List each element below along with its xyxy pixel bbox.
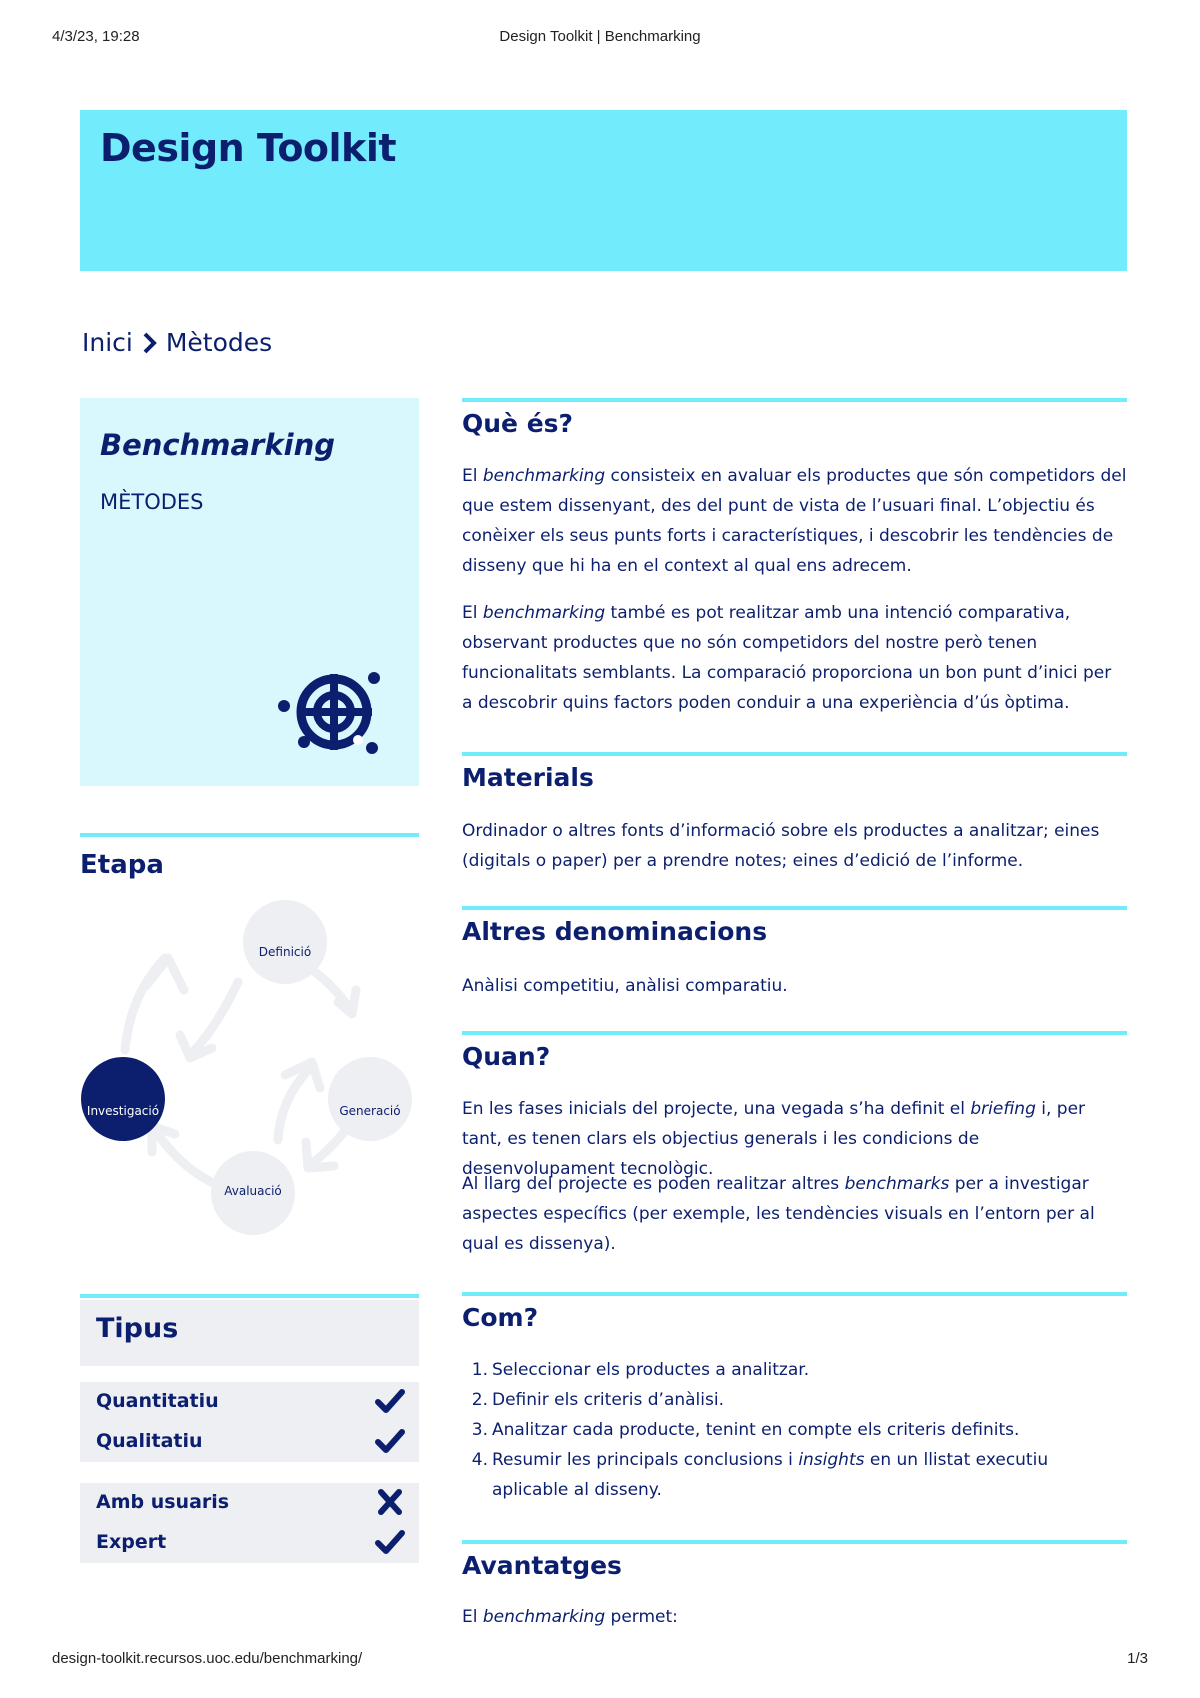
- list-item: 2. Definir els criteris d’anàlisi.: [471, 1390, 724, 1410]
- tipus-label: Qualitatiu: [96, 1430, 203, 1452]
- stage-label-definicio: Definició: [258, 945, 312, 959]
- com-title: Com?: [462, 1303, 539, 1332]
- tipus-rule: [80, 1294, 419, 1298]
- stage-cycle-diagram: [80, 890, 419, 1254]
- avantatges-title: Avantatges: [462, 1551, 622, 1580]
- print-page-number: 1/3: [1127, 1650, 1148, 1667]
- check-icon: [375, 1388, 405, 1418]
- method-card: [80, 398, 419, 786]
- check-icon: [375, 1428, 405, 1458]
- materials-paragraph: Ordinador o altres fonts d’informació sobre els productes a analitzar; eines (digitals o paper) per a prendre notes; eines d’edició de l’informe.: [462, 821, 1100, 871]
- tipus-header: [80, 1300, 419, 1366]
- tipus-title: Tipus: [96, 1313, 179, 1344]
- materials-title: Materials: [462, 763, 594, 792]
- benchmarking-icon: [276, 668, 386, 762]
- etapa-title: Etapa: [80, 850, 164, 880]
- list-item: 3. Analitzar cada producte, tenint en compte els criteris definits.: [471, 1420, 1020, 1440]
- altres-paragraph: Anàlisi competitiu, anàlisi comparatiu.: [462, 976, 788, 996]
- print-datetime: 4/3/23, 19:28: [52, 28, 140, 45]
- cross-icon: [375, 1489, 405, 1519]
- tipus-label: Expert: [96, 1531, 167, 1553]
- print-url: design-toolkit.recursos.uoc.edu/benchmarking/: [52, 1650, 363, 1667]
- print-header: [52, 28, 1148, 48]
- list-item: 4. Resumir les principals conclusions i insights en un llistat executiu aplicable al disseny.: [471, 1450, 1049, 1500]
- que-es-paragraph-2: El benchmarking també es pot realitzar amb una intenció comparativa, observant productes que no són competidors del nostre però tenen funcionalitats semblants. La comparació proporciona un bon punt d’inici per a descobrir quins factors poden conduir a una experiència d’ús òptima.: [462, 603, 1112, 713]
- tipus-label: Amb usuaris: [96, 1491, 230, 1513]
- tipus-row-amb-usuaris: [80, 1483, 419, 1523]
- com-rule: [462, 1292, 1127, 1296]
- stage-label-generacio: Generació: [339, 1104, 401, 1118]
- avantatges-rule: [462, 1540, 1127, 1544]
- tipus-row-expert: [80, 1523, 419, 1563]
- stage-label-avaluacio: Avaluació: [224, 1184, 282, 1198]
- site-banner: [80, 110, 1127, 271]
- tipus-label: Quantitatiu: [96, 1390, 219, 1412]
- tipus-group-1: [80, 1382, 419, 1462]
- avantatges-paragraph: El benchmarking permet:: [462, 1607, 678, 1627]
- com-steps-list: [462, 1355, 1127, 1505]
- stage-node-investigacio: [81, 1057, 165, 1141]
- method-category: MÈTODES: [100, 490, 204, 514]
- quan-paragraph-2: Al llarg del projecte es poden realitzar altres benchmarks per a investigar aspectes específics (per exemple, les tendències visuals en l’entorn per al qual es dissenya).: [462, 1174, 1095, 1254]
- site-title[interactable]: Design Toolkit: [100, 126, 397, 170]
- quan-rule: [462, 1031, 1127, 1035]
- print-footer: [52, 1650, 1148, 1670]
- tipus-row-qualitatiu: [80, 1422, 419, 1462]
- que-es-title: Què és?: [462, 409, 574, 438]
- breadcrumb: [82, 328, 272, 357]
- altres-rule: [462, 906, 1127, 910]
- list-item: 1. Seleccionar els productes a analitzar.: [471, 1360, 810, 1380]
- quan-paragraph-1: En les fases inicials del projecte, una vegada s’ha definit el briefing i, per tant, es tenen clars els objectius generals i les condicions de desenvolupament tecnològic.: [462, 1099, 1086, 1179]
- method-title: Benchmarking: [100, 428, 335, 462]
- altres-title: Altres denominacions: [462, 917, 768, 946]
- print-page-title: Design Toolkit | Benchmarking: [499, 28, 701, 45]
- stage-node-definicio: [243, 900, 327, 984]
- breadcrumb-home-link[interactable]: Inici: [82, 328, 133, 357]
- chevron-right-icon: [143, 332, 157, 354]
- stage-node-generacio: [328, 1057, 412, 1141]
- check-icon: [375, 1529, 405, 1559]
- tipus-group-2: [80, 1483, 419, 1563]
- etapa-rule: [80, 833, 419, 837]
- stage-label-investigacio: Investigació: [86, 1104, 160, 1118]
- tipus-row-quantitatiu: [80, 1382, 419, 1422]
- que-es-rule: [462, 398, 1127, 402]
- materials-rule: [462, 752, 1127, 756]
- quan-title: Quan?: [462, 1042, 551, 1071]
- breadcrumb-current[interactable]: Mètodes: [165, 328, 273, 357]
- que-es-paragraph-1: El benchmarking consisteix en avaluar els productes que són competidors del que estem dissenyant, des del punt de vista de l’usuari final. L’objectiu és conèixer els seus punts forts i característiques, i descobrir les tendències de disseny que hi ha en el context al qual ens adrecem.: [462, 466, 1127, 576]
